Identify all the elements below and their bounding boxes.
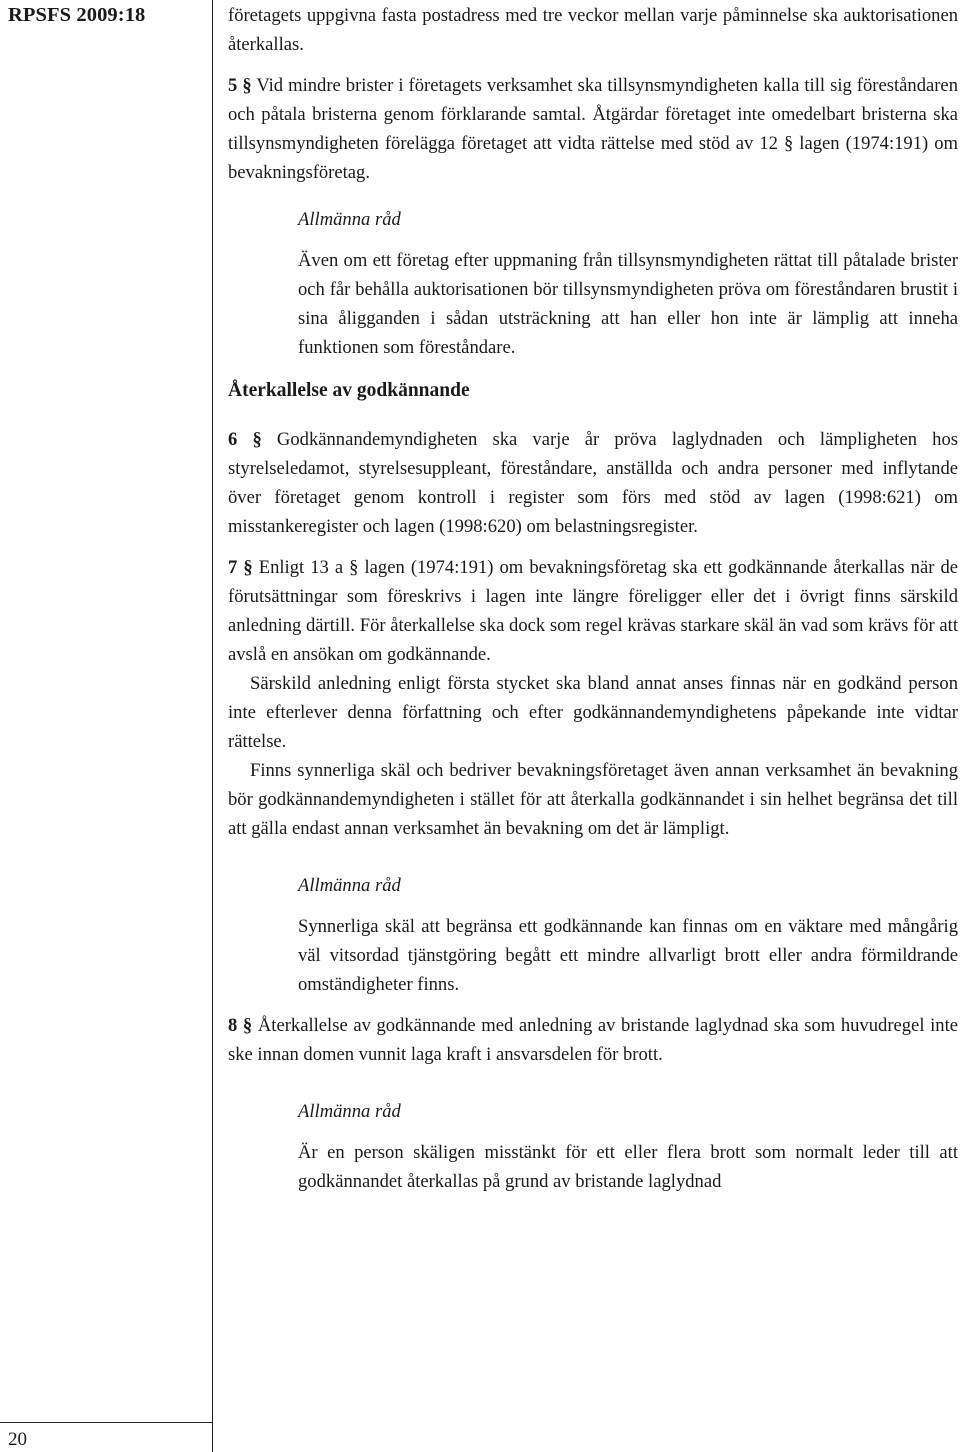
paragraph-continuation: företagets uppgivna fasta postadress med tre veckor mellan varje påminnelse ska auktorisationen återkallas. bbox=[228, 5, 958, 55]
page-margin bbox=[0, 0, 213, 1452]
paragraph-5 bbox=[228, 71, 958, 187]
paragraph-text: Återkallelse av godkännande med anledning av bristande laglydnad ska som huvudregel inte ske innan domen vunnit laga kraft i ansvarsdelen för brott. bbox=[228, 1015, 958, 1065]
general-advice-text: Är en person skäligen misstänkt för ett eller flera brott som normalt leder till att godkännandet återkallas på grund av bristande laglydnad bbox=[298, 1142, 958, 1192]
paragraph-6 bbox=[228, 425, 958, 541]
section-number: 7 § bbox=[228, 557, 253, 578]
paragraph-text: Vid mindre brister i företagets verksamhet ska tillsynsmyndigheten kalla till sig föreståndaren och påtala bristerna genom förklarande samtal. Åtgärdar företaget inte omedelbart bristerna ska tillsynsmyndigheten förelägga företaget att vidta rättelse med stöd av 12 § lagen (1974:191) om bevakningsföretag. bbox=[228, 75, 958, 183]
paragraph-text: Enligt 13 a § lagen (1974:191) om bevakningsföretag ska ett godkännande återkallas när de förutsättningar som föreskrivs i lagen inte längre föreligger eller det i övrigt finns särskild anledning därtill. För återkallelse ska dock som regel krävas starkare skäl än vad som krävs för att avslå en ansökan om godkännande. bbox=[228, 557, 958, 665]
general-advice-text: Även om ett företag efter uppmaning från tillsynsmyndigheten rättat till påtalade brister och får behålla auktorisationen bör tillsynsmyndigheten pröva om föreståndaren brustit i sina åligganden i sådan utsträckning att han eller hon inte är lämplig att inneha funktionen som föreståndare. bbox=[298, 250, 958, 358]
document-body bbox=[228, 0, 958, 1196]
paragraph-7 bbox=[228, 553, 958, 669]
section-number: 8 § bbox=[228, 1015, 253, 1036]
paragraph-7-second: Särskild anledning enligt första stycket ska bland annat anses finnas när en godkänd person inte efterlever denna författning och efter godkännandemyndighetens påpekande inte vidtar rättelse. bbox=[228, 673, 958, 752]
section-number: 5 § bbox=[228, 75, 252, 96]
general-advice-heading: Allmänna råd bbox=[298, 209, 401, 230]
page-number: 20 bbox=[8, 1429, 27, 1450]
general-advice-heading: Allmänna råd bbox=[298, 875, 401, 896]
general-advice-heading: Allmänna råd bbox=[298, 1101, 401, 1122]
section-number: 6 § bbox=[228, 429, 262, 450]
general-advice-text: Synnerliga skäl att begränsa ett godkännande kan finnas om en väktare med mångårig väl vitsordad tjänstgöring begått ett mindre allvarligt brott eller andra förmildrande omständigheter finns. bbox=[298, 916, 958, 995]
paragraph-text: Godkännandemyndigheten ska varje år pröva laglydnaden och lämpligheten hos styrelseledamot, styrelsesuppleant, föreståndare, anställda och andra personer med inflytande över företaget genom kontroll i register som förs med stöd av lagen (1998:621) om misstankeregister och lagen (1998:620) om belastningsregister. bbox=[228, 429, 958, 537]
paragraph-8 bbox=[228, 1011, 958, 1069]
document-id-heading: RPSFS 2009:18 bbox=[8, 4, 146, 26]
section-heading: Återkallelse av godkännande bbox=[228, 380, 470, 401]
paragraph-7-third: Finns synnerliga skäl och bedriver bevakningsföretaget även annan verksamhet än bevakning bör godkännandemyndigheten i stället för att återkalla godkännandet i sin helhet begränsa det till att gälla endast annan verksamhet än bevakning om det är lämpligt. bbox=[228, 760, 958, 839]
footer-divider bbox=[0, 1422, 212, 1423]
